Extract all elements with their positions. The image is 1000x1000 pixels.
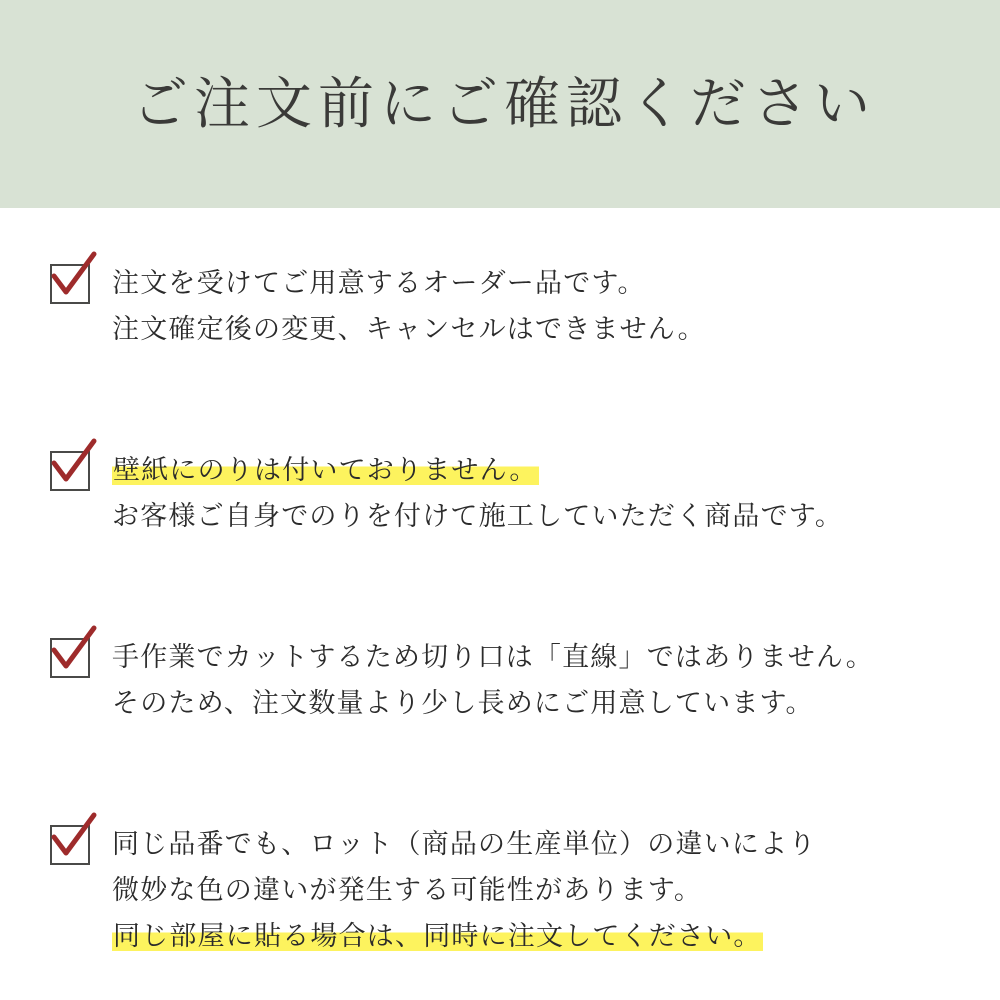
checkbox-icon	[50, 264, 90, 304]
notice-line: 手作業でカットするため切り口は「直線」ではありません。	[112, 642, 874, 672]
list-item-text	[112, 260, 706, 352]
list-item-text	[112, 447, 843, 539]
list-item-text	[112, 821, 816, 959]
notice-line	[112, 913, 816, 959]
notice-line: そのため、注文数量より少し長めにご用意しています。	[112, 688, 814, 718]
notice-line	[112, 447, 843, 493]
list-item	[0, 634, 1000, 726]
list-item-text	[112, 634, 874, 726]
checkbox-icon	[50, 451, 90, 491]
notice-line: 注文確定後の変更、キャンセルはできません。	[112, 314, 706, 344]
checkbox-icon	[50, 825, 90, 865]
notice-line: 微妙な色の違いが発生する可能性があります。	[112, 875, 703, 905]
header-band	[0, 0, 1000, 208]
page-title: ご注文前にご確認ください	[132, 72, 876, 136]
notice-line: 注文を受けてご用意するオーダー品です。	[112, 268, 646, 298]
checkbox-icon	[50, 638, 90, 678]
list-item	[0, 821, 1000, 959]
list-item	[0, 447, 1000, 539]
notice-line: お客様ご自身でのりを付けて施工していただく商品です。	[112, 501, 844, 531]
notice-line: 同じ品番でも、ロット（商品の生産単位）の違いにより	[112, 829, 817, 859]
highlighted-text: 壁紙にのりは付いておりません。	[113, 455, 538, 485]
notice-list	[0, 260, 1000, 959]
highlighted-text: 同じ部屋に貼る場合は、同時に注文してください。	[113, 921, 762, 951]
list-item	[0, 260, 1000, 352]
